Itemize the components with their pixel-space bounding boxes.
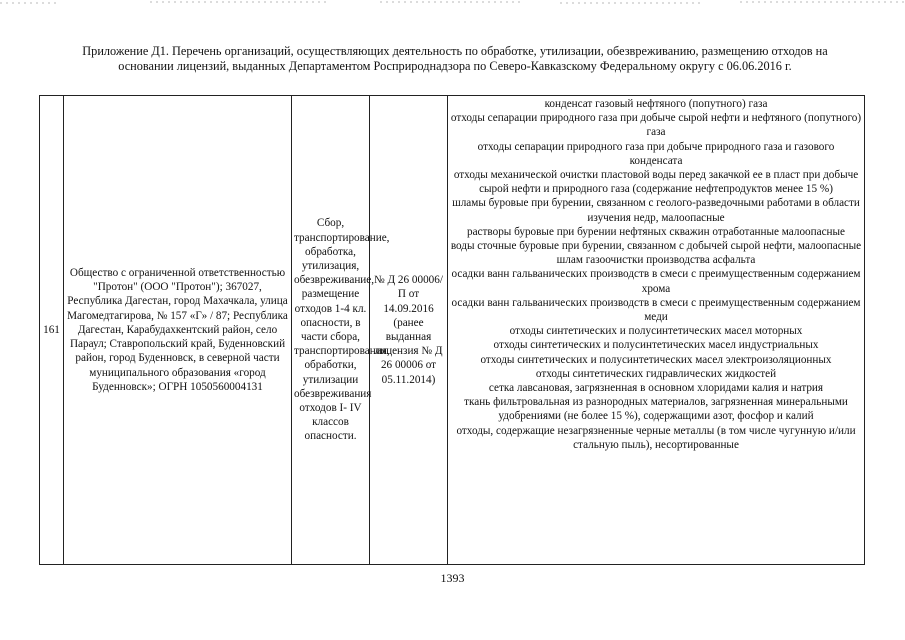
table-row [40, 96, 865, 565]
organizations-table [39, 95, 865, 565]
waste-item: растворы буровые при бурении нефтяных скважин отработанные малоопасные [466, 225, 846, 238]
activity-cell: Сбор, транспортирование, обработка, утилизация, обезвреживание, размещение отходов 1-4 кл. опасности, в части сбора, транспортирования, обработки, утилизации обезвреживания отходов I- IV классов опасности. [292, 96, 370, 565]
waste-item: осадки ванн гальванических производств в смеси с преимущественным содержанием меди [451, 296, 861, 324]
waste-item: отходы синтетических и полусинтетических масел электроизоляционных [480, 353, 832, 366]
waste-item: отходы синтетических и полусинтетических масел моторных [509, 325, 803, 338]
waste-item: отходы синтетических и полусинтетических масел индустриальных [493, 339, 819, 352]
document-header [40, 44, 870, 74]
waste-item: отходы синтетических гидравлических жидкостей [535, 367, 777, 380]
scan-artifact-marks [0, 0, 905, 8]
row-number: 161 [40, 96, 64, 565]
waste-item: воды сточные буровые при бурении, связанном с добычей сырой нефти, малоопасные [450, 240, 862, 253]
organization-cell: Общество с ограниченной ответственностью "Протон" (ООО "Протон"); 367027, Республика Дагестан, город Махачкала, улица Магомедтагирова, № 157 «Г» / 87; Республика Дагестан, Карабудахкентский район, село Параул; Ставропольский край, Буденновский район, город Буденновск, в северной части муниципального образования «город Буденновск»; ОГРН 1050560004131 [64, 96, 292, 565]
header-line-2: основании лицензий, выданных Департаментом Росприроднадзора по Северо-Кавказскому Федеральному округу с 06.06.2016 г. [118, 59, 792, 73]
license-cell: № Д 26 00006/П от 14.09.2016 (ранее выданная лицензия № Д 26 00006 от 05.11.2014) [370, 96, 448, 565]
waste-item: шлам газоочистки производства асфальта [556, 254, 756, 267]
waste-item: конденсат газовый нефтяного (попутного) газа [544, 98, 768, 110]
waste-item: отходы сепарации природного газа при добыче сырой нефти и нефтяного (попутного) газа [450, 112, 862, 139]
waste-item: сетка лавсановая, загрязненная в основном хлоридами калия и натрия [488, 382, 824, 395]
waste-item: ткань фильтровальная из разнородных материалов, загрязненная минеральными удобрениями (не более 15 %), содержащими азот, фосфор и калий [464, 396, 848, 423]
waste-item: шламы буровые при бурении, связанном с геолого-разведочными работами в области изучения недр, малоопасные [452, 197, 860, 224]
waste-item: отходы механической очистки пластовой воды перед закачкой ее в пласт при добыче сырой нефти и природного газа (содержание нефтепродуктов менее 15 %) [453, 169, 859, 196]
waste-item: осадки ванн гальванических производств в смеси с преимущественным содержанием хрома [451, 268, 861, 295]
waste-item: отходы сепарации природного газа при добыче природного газа и газового конденсата [477, 140, 835, 167]
waste-item: отходы, содержащие незагрязненные черные металлы (в том числе чугунную и/или стальную пыль), несортированные [456, 424, 856, 451]
page-number: 1393 [440, 571, 465, 585]
waste-list-cell [448, 96, 865, 565]
header-line-1: Приложение Д1. Перечень организаций, осуществляющих деятельность по обработке, утилизации, обезвреживанию, размещению отходов на [82, 44, 828, 58]
